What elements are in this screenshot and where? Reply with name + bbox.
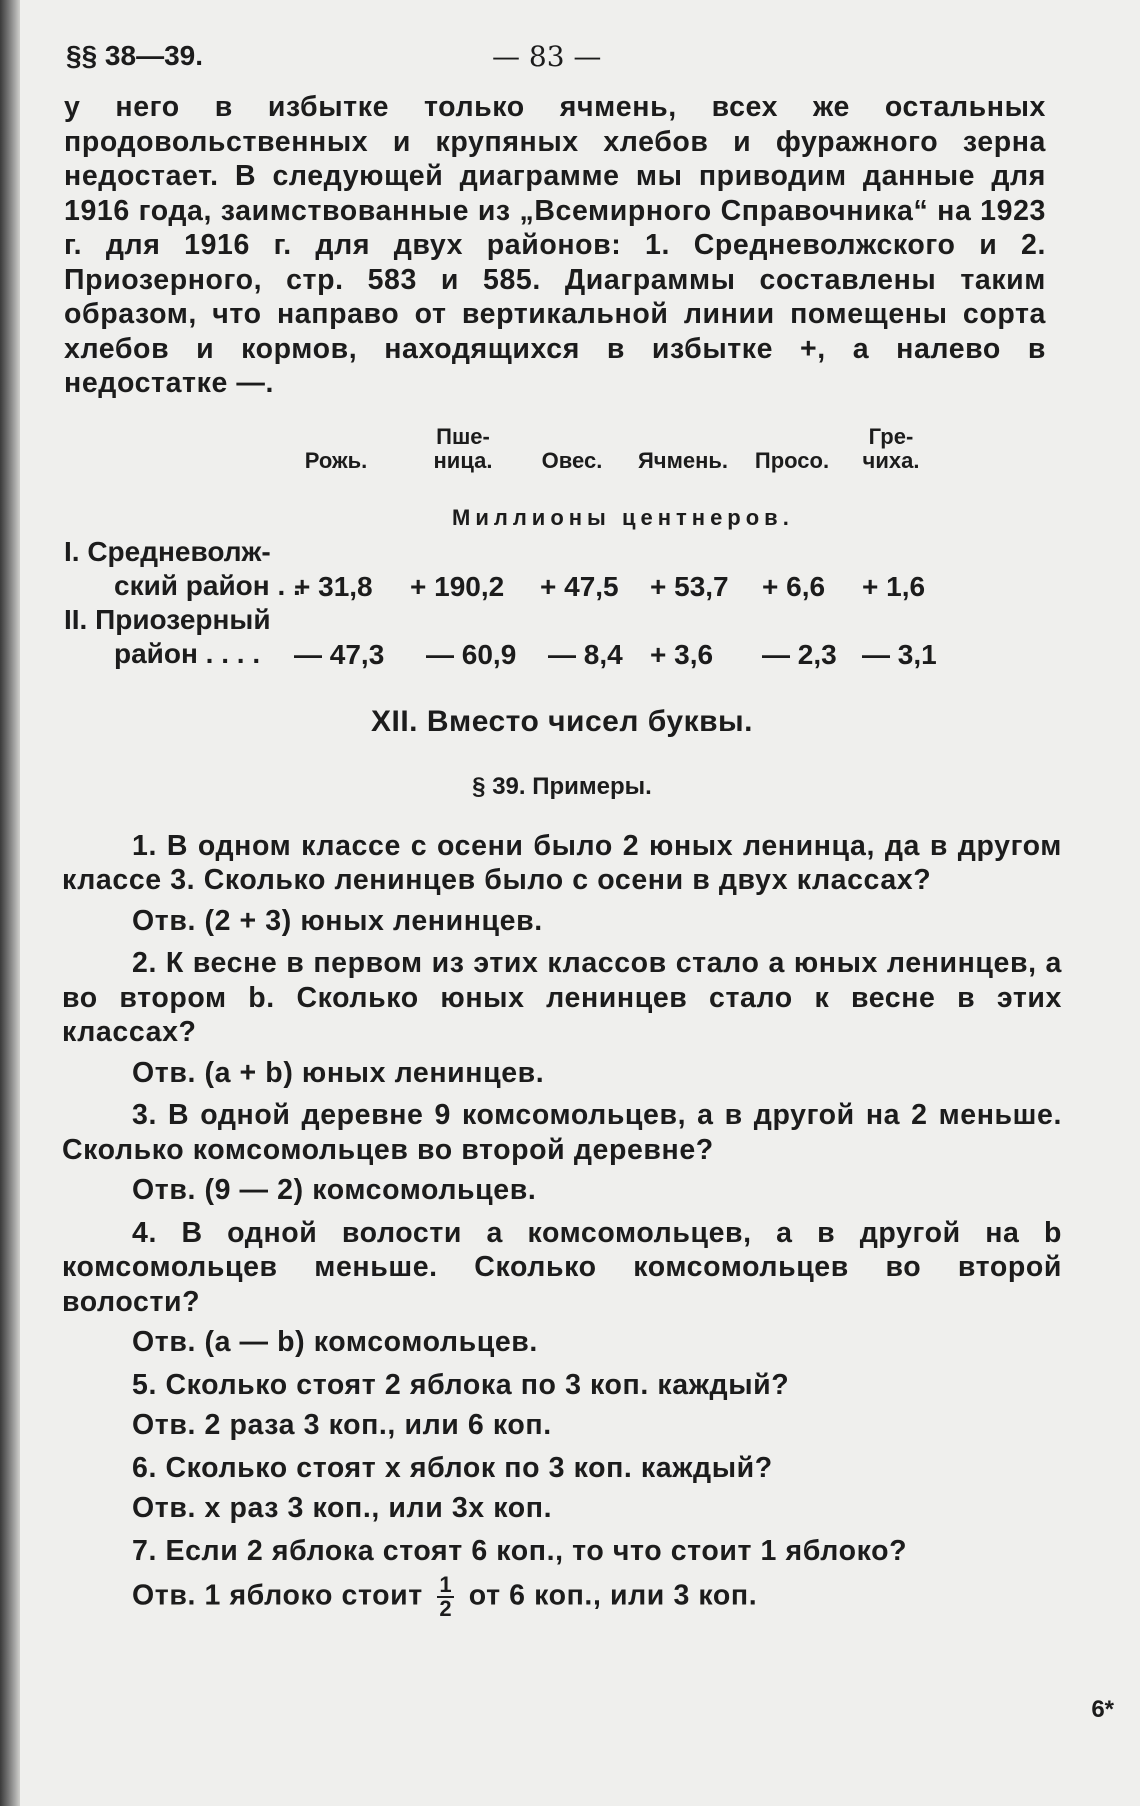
grain-table bbox=[62, 423, 1062, 670]
row1-millet: + 6,6 bbox=[762, 570, 826, 602]
fraction-numerator: 1 bbox=[439, 1572, 453, 1597]
answer-1: Отв. (2 + 3) юных ленинцев. bbox=[132, 904, 543, 937]
row2-label-line1: II. Приозерный bbox=[64, 603, 271, 635]
col-header-oats: Овес. bbox=[541, 447, 603, 473]
row1-oats: + 47,5 bbox=[540, 570, 619, 602]
running-head bbox=[62, 34, 1062, 90]
answer-3: Отв. (9 — 2) комсомольцев. bbox=[132, 1174, 537, 1206]
section-range: §§ 38—39. bbox=[66, 40, 203, 71]
problem-4: 4. В одной волости a комсомольцев, а в другой на b комсомольцев меньше. Сколько комсомольцев во второй волости? bbox=[62, 1216, 1062, 1318]
col-header-barley: Ячмень. bbox=[637, 447, 729, 473]
chapter-title: XII. Вместо чисел буквы. bbox=[371, 704, 753, 738]
problem-1: 1. В одном классе с осени было 2 юных ленинца, да в другом классе 3. Сколько ленинцев было с осени в двух классах? bbox=[62, 829, 1062, 896]
book-binding-shadow bbox=[0, 0, 20, 1806]
problem-5: 5. Сколько стоят 2 яблока по 3 коп. каждый? bbox=[132, 1368, 790, 1401]
row2-wheat: — 60,9 bbox=[426, 638, 517, 670]
answer-2: Отв. (a + b) юных ленинцев. bbox=[132, 1056, 545, 1089]
problem-3: 3. В одной деревне 9 комсомольцев, а в другой на 2 меньше. Сколько комсомольцев во второй деревне? bbox=[62, 1099, 1062, 1166]
fraction-one-half bbox=[437, 1574, 454, 1620]
col-header-buckwheat: Гре- чиха. bbox=[862, 423, 920, 473]
row1-barley: + 53,7 bbox=[650, 570, 729, 602]
answer-7-before: Отв. 1 яблоко стоит bbox=[132, 1579, 423, 1612]
col-header-rye: Рожь. bbox=[304, 447, 368, 473]
row2-millet: — 2,3 bbox=[762, 638, 837, 670]
printer-signature: 6* bbox=[1091, 1696, 1114, 1723]
answer-6: Отв. x раз 3 коп., или 3x коп. bbox=[132, 1492, 553, 1524]
problem-6: 6. Сколько стоят x яблок по 3 коп. каждый? bbox=[132, 1451, 773, 1484]
problem-2: 2. К весне в первом из этих классов стало a юных ленинцев, а во втором b. Сколько юных ленинцев стало к весне в этих классах? bbox=[62, 947, 1062, 1048]
book-page bbox=[62, 34, 1062, 1774]
answer-5: Отв. 2 раза 3 коп., или 6 коп. bbox=[132, 1409, 552, 1441]
row1-label-line2: ский район . . bbox=[114, 569, 301, 601]
problems-list bbox=[62, 829, 1062, 1621]
answer-7-after: от 6 коп., или 3 коп. bbox=[468, 1579, 758, 1612]
answer-7 bbox=[62, 1574, 1062, 1620]
row1-buckwheat: + 1,6 bbox=[862, 570, 926, 602]
problem-7: 7. Если 2 яблока стоят 6 коп., то что стоит 1 яблоко? bbox=[132, 1534, 908, 1567]
row2-oats: — 8,4 bbox=[548, 638, 623, 670]
row1-wheat: + 190,2 bbox=[410, 570, 505, 602]
fraction-denominator: 2 bbox=[439, 1596, 453, 1621]
row2-buckwheat: — 3,1 bbox=[862, 638, 937, 670]
answer-4: Отв. (a — b) комсомольцев. bbox=[132, 1326, 538, 1358]
page-number: — 83 — bbox=[492, 40, 602, 73]
col-header-millet: Просо. bbox=[754, 447, 830, 473]
units-label: Миллионы центнеров. bbox=[452, 504, 794, 530]
intro-paragraph: у него в избытке только ячмень, всех же остальных продовольственных и крупяных хлебов и фуражного зерна недостает. В следующей диаграмме мы приводим данные для 1916 года, заимствованные из „Всемирного Справочника“ на 1923 г. для 1916 г. для двух районов: 1. Средневолжского и 2. Приозерного, стр. 583 и 585. Диаграммы составлены таким образом, что направо от вертикальной линии помещены сорта хлебов и кормов, находящихся в избытке +, а налево в недостатке —. bbox=[64, 91, 1046, 399]
row1-rye: + 31,8 bbox=[294, 570, 373, 602]
row2-barley: + 3,6 bbox=[650, 638, 714, 670]
row2-label-line2: район . . . . bbox=[114, 637, 261, 669]
row1-label-line1: I. Средневолж- bbox=[64, 535, 271, 567]
col-header-wheat: Пше- ница. bbox=[433, 423, 493, 473]
row2-rye: — 47,3 bbox=[294, 638, 385, 670]
section-title: § 39. Примеры. bbox=[472, 772, 652, 800]
